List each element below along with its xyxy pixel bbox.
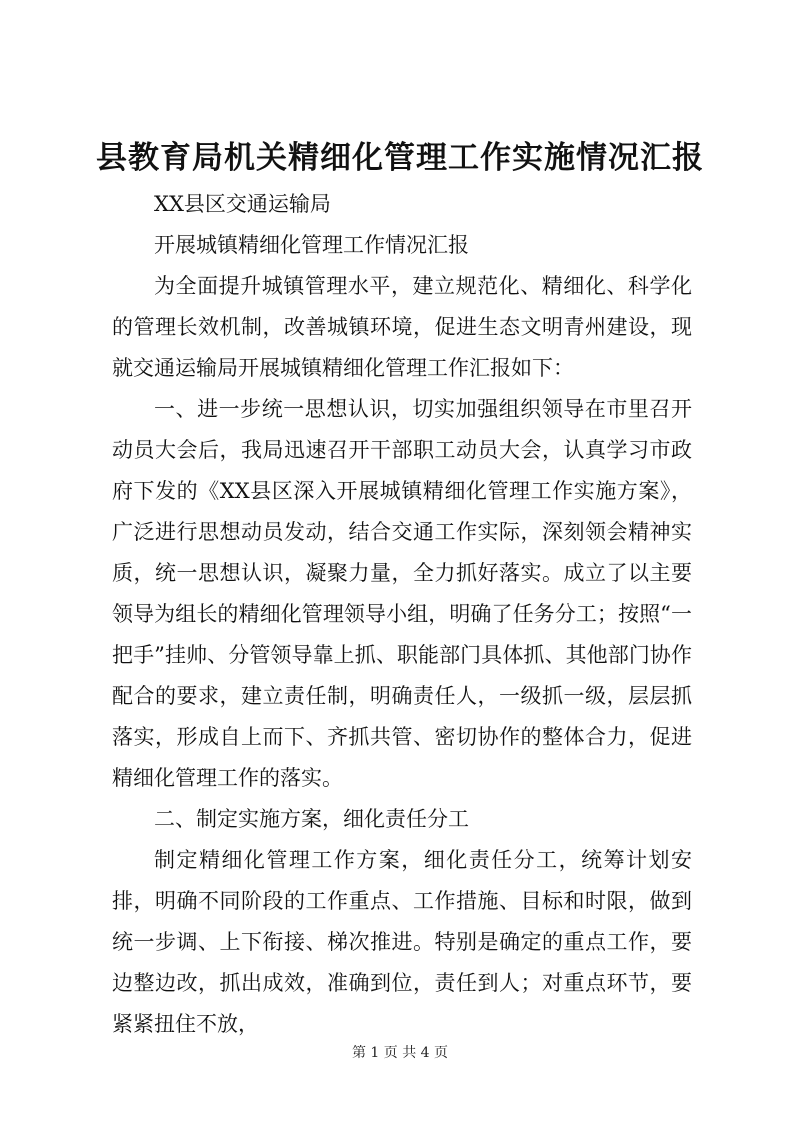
report-subtitle: 开展城镇精细化管理工作情况汇报 xyxy=(154,233,469,257)
page-footer: 第 1 页 共 4 页 xyxy=(351,1045,449,1061)
section-two-paragraph: 制定精细化管理工作方案，细化责任分工，统筹计划安排，明确不同阶段的工作重点、工作措施、目标和时限，做到统一步调、上下衔接、梯次推进。特别是确定的重点工作，要边整边改，抓出成效，准确到位，责任到人；对重点环节，要紧紧扭住不放， xyxy=(112,848,692,1036)
intro-paragraph: 为全面提升城镇管理水平，建立规范化、精细化、科学化的管理长效机制，改善城镇环境，促进生态文明青州建设，现就交通运输局开展城镇精细化管理工作汇报如下： xyxy=(112,274,692,380)
issuer-line: XX县区交通运输局 xyxy=(154,192,331,216)
section-one-paragraph: 一、进一步统一思想认识，切实加强组织领导在市里召开动员大会后，我局迅速召开干部职工动员大会，认真学习市政府下发的《XX县区深入开展城镇精细化管理工作实施方案》，广泛进行思想动员发动，结合交通工作实际，深刻领会精神实质，统一思想认识，凝聚力量，全力抓好落实。成立了以主要领导为组长的精细化管理领导小组，明确了任务分工；按照“一把手”挂帅、分管领导靠上抓、职能部门具体抓、其他部门协作配合的要求，建立责任制，明确责任人，一级抓一级，层层抓落实，形成自上而下、齐抓共管、密切协作的整体合力，促进精细化管理工作的落实。 xyxy=(112,397,692,790)
document-body xyxy=(112,184,692,1045)
section-two-heading: 二、制定实施方案，细化责任分工 xyxy=(154,807,469,831)
page-title: 县教育局机关精细化管理工作实施情况汇报 xyxy=(96,140,704,176)
